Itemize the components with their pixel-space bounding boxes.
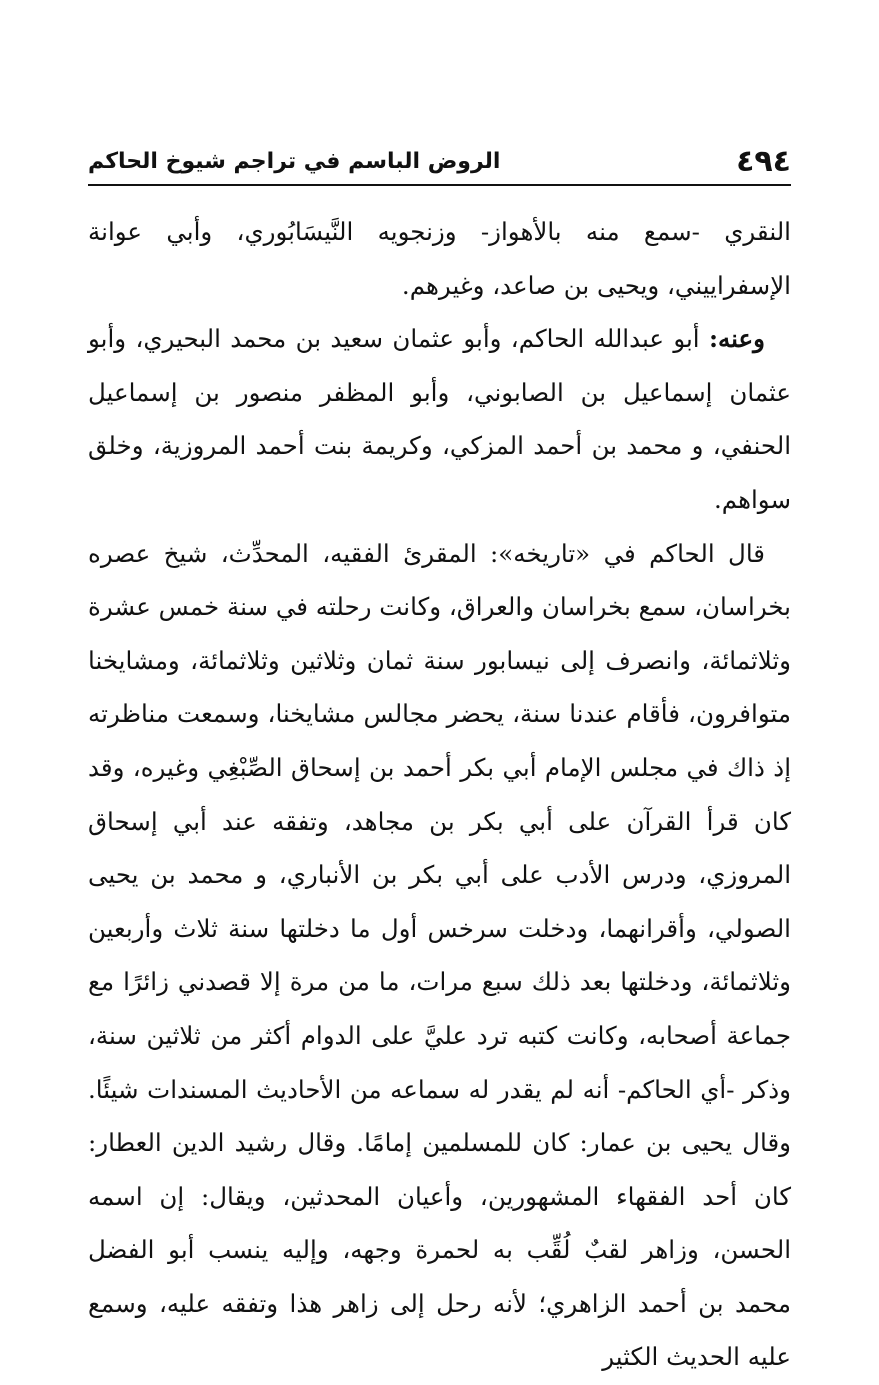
page-header: [88, 140, 791, 186]
page-number: ٤٩٤: [736, 144, 791, 179]
body-text: [88, 205, 791, 1384]
paragraph-1: النقري -سمع منه بالأهواز- وزنجويه النَّيسَابُوري، وأبي عوانة الإسفراييني، ويحيى بن صاعد، وغيرهم.: [88, 217, 791, 300]
running-title: الروض الباسم في تراجم شيوخ الحاكم: [88, 149, 501, 174]
paragraph-2-text: أبو عبدالله الحاكم، وأبو عثمان سعيد بن محمد البحيري، وأبو عثمان إسماعيل بن الصابوني، وأبو المظفر منصور بن إسماعيل الحنفي، و محمد بن أحمد المزكي، وكريمة بنت أحمد المروزية، وخلق سواهم.: [88, 324, 791, 514]
paragraph-3: قال الحاكم في «تاريخه»: المقرئ الفقيه، المحدِّث، شيخ عصره بخراسان، سمع بخراسان والعراق، وكانت رحلته في سنة خمس عشرة وثلاثمائة، وانصرف إلى نيسابور سنة ثمان وثلاثين وثلاثمائة، ومشايخنا متوافرون، فأقام عندنا سنة، يحضر مجالس مشايخنا، وسمعت مناظرته إذ ذاك في مجلس الإمام أبي بكر أحمد بن إسحاق الصِّبْغِي وغيره، وقد كان قرأ القرآن على أبي بكر بن مجاهد، وتفقه عند أبي إسحاق المروزي، ودرس الأدب على أبي بكر بن الأنباري، و محمد بن يحيى الصولي، وأقرانهما، ودخلت سرخس أول ما دخلتها سنة ثلاث وأربعين وثلاثمائة، ودخلتها بعد ذلك سبع مرات، ما من مرة إلا قصدني زائرًا مع جماعة أصحابه، وكانت كتبه ترد عليَّ على الدوام أكثر من ثلاثين سنة، وذكر -أي الحاكم- أنه لم يقدر له سماعه من الأحاديث المسندات شيئًا. وقال يحيى بن عمار: كان للمسلمين إمامًا. وقال رشيد الدين العطار: كان أحد الفقهاء المشهورين، وأعيان المحدثين، ويقال: إن اسمه الحسن، وزاهر لقبٌ لُقِّب به لحمرة وجهه، وإليه ينسب أبو الفضل محمد بن أحمد الزاهري؛ لأنه رحل إلى زاهر هذا وتفقه عليه، وسمع عليه الحديث الكثير: [88, 538, 791, 1372]
paragraph-2-lead: وعنه:: [708, 324, 765, 354]
paragraph-2: [88, 312, 791, 526]
